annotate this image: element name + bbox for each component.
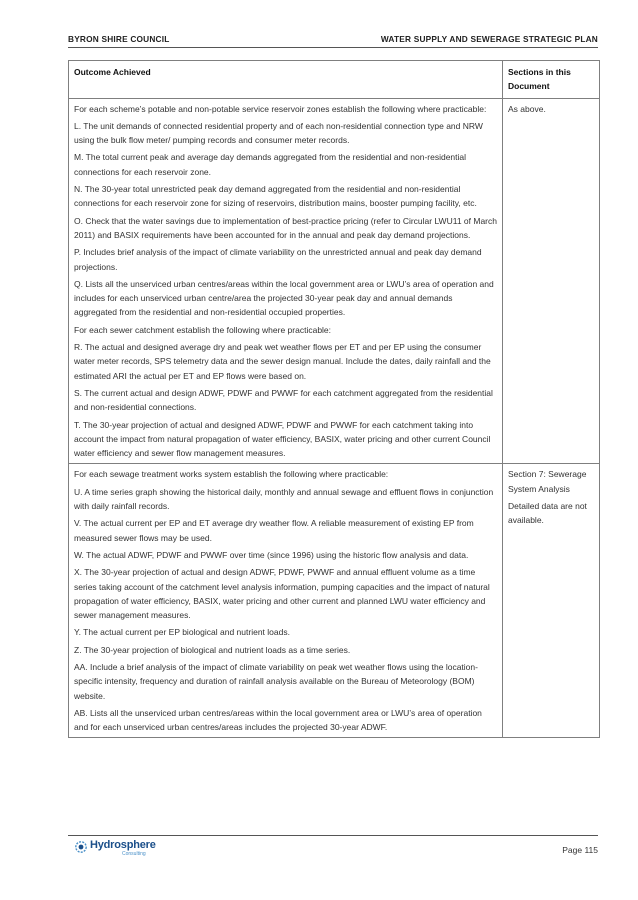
outcome-cell [69,98,503,464]
outcome-paragraph: For each sewer catchment establish the following where practicable: [74,324,332,335]
page-number: Page 115 [562,845,598,855]
outcome-paragraph: N. The 30-year total unrestricted peak day demand aggregated from the residential and non-residential connections for each reservoir zone for sizing of reservoirs, distribution mains, booster pumping facility, etc. [74,184,477,209]
footer-rule [68,835,598,836]
outcome-paragraph: V. The actual current per EP and ET average dry weather flow. A reliable measurement of existing EP from measured sewer flows may be used. [74,518,474,543]
header-document-title: WATER SUPPLY AND SEWERAGE STRATEGIC PLAN [380,34,598,44]
header-rule [68,47,598,48]
header-organisation: BYRON SHIRE COUNCIL [68,34,170,44]
outcome-paragraph: R. The actual and designed average dry and peak wet weather flows per ET and per EP using the consumer water meter records, SPS telemetry data and the sewer design manual. Include the dates, daily rainfall and the estimated ARI the actual per ET and EP flows were based on. [74,342,491,381]
outcome-paragraph: AA. Include a brief analysis of the impact of climate variability on peak wet weather flows using the location-specific intensity, frequency and duration of rainfall analysis available on the Bureau of Meteorology (BOM) website. [74,661,478,701]
section-reference: As above. [508,103,546,114]
hydrosphere-logo-icon [74,840,88,854]
outcome-paragraph: L. The unit demands of connected residential property and of each non-residential connection type and NRW using the bulk flow meter/ pumping records and consumer meter records. [74,120,483,146]
column-header-sections: Sections in this Document [503,61,600,99]
outcome-paragraph: AB. Lists all the unserviced urban centres/areas within the local government area or LWU’s area of operation and for each unserviced urban centres/areas includes the projected 30-year ADWF. [74,707,482,733]
logo-tagline: Consulting [122,851,146,857]
outcome-paragraph: U. A time series graph showing the historical daily, monthly and annual sewage and effluent flows in conjunction with daily rainfall records. [74,486,494,512]
outcome-paragraph: Z. The 30-year projection of biological and nutrient loads as a time series. [74,644,351,655]
outcome-paragraph: W. The actual ADWF, PDWF and PWWF over time (since 1996) using the historic flow analysis and data. [74,549,469,560]
column-header-outcome: Outcome Achieved [69,61,503,99]
outcome-paragraph: M. The total current peak and average day demands aggregated from the residential and non-residential connections for each reservoir zone. [74,152,467,177]
outcome-cell [69,464,503,738]
table-row [69,98,600,464]
outcome-paragraph: X. The 30-year projection of actual and design ADWF, PDWF, PWWF and annual effluent volume as a time series taking account of the catchment level analysis information, pumping capacities and the impact of natural propagation of water efficiency, BASIX, water pricing and other current and planned LWU water efficiency and sewer management measures. [74,567,490,621]
outcome-paragraph: Y. The actual current per EP biological and nutrient loads. [74,627,290,638]
outcome-paragraph: For each sewage treatment works system establish the following where practicable: [74,469,389,480]
outcomes-table [68,60,600,738]
page-header [68,34,598,44]
sections-cell [503,464,600,738]
sections-cell [503,98,600,464]
outcome-paragraph: Q. Lists all the unserviced urban centres/areas within the local government area or LWU’s area of operation and includes for each unserviced urban centre/area the projected 30-year peak day and annual demands aggregated from the residential and non-residential occupied properties. [74,278,494,318]
outcome-paragraph: O. Check that the water savings due to implementation of best-practice pricing (refer to Circular LWU11 of March 2011) and BASIX requirements have been accounted for in the annual and peak day demand projections. [74,215,497,240]
section-reference: Section 7: Sewerage System Analysis [508,469,587,494]
outcome-paragraph: S. The current actual and design ADWF, PDWF and PWWF for each catchment aggregated from the residential and non-residential connections. [74,387,493,413]
logo-wordmark: Hydrosphere [90,839,156,851]
table-row [69,464,600,738]
outcome-paragraph: T. The 30-year projection of actual and designed ADWF, PDWF and PWWF for each catchment taking into account the impact from natural propagation of water efficiency, BASIX, water pricing and other current Council water efficiency and sewer flow management measures. [74,419,491,459]
outcome-paragraph: For each scheme’s potable and non-potable service reservoir zones establish the following where practicable: [74,103,487,114]
section-reference: Detailed data are not available. [508,501,587,526]
hydrosphere-logo [74,840,164,862]
outcome-paragraph: P. Includes brief analysis of the impact of climate variability on the unrestricted annual and peak day demand projections. [74,247,482,272]
table-header-row [69,61,600,99]
